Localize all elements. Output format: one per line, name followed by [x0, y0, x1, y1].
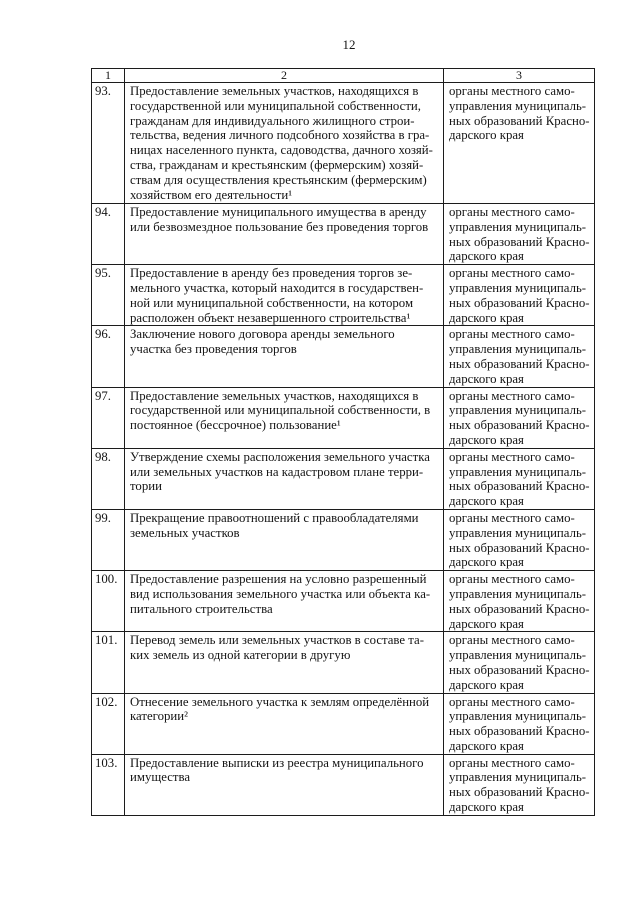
authority-line: органы местного само-: [449, 694, 575, 709]
service-name-line: питального строительства: [130, 601, 273, 616]
table-row: [92, 204, 595, 265]
authority-cell: [444, 448, 595, 509]
authority-line: органы местного само-: [449, 755, 575, 770]
authority-line: органы местного само-: [449, 266, 575, 281]
authority-line: ных образований Красно-: [449, 234, 590, 249]
service-name-line: Предоставление разрешения на условно разрешенный: [130, 572, 427, 587]
service-name-cell: [125, 693, 444, 754]
authority-line: ных образований Красно-: [449, 295, 590, 310]
service-name-cell: [125, 83, 444, 204]
authority-cell: [444, 387, 595, 448]
service-name-line: ствам для осуществления крестьянским (фермерским): [130, 172, 427, 187]
service-name-cell: [125, 571, 444, 632]
table-row: [92, 754, 595, 815]
authority-line: дарского края: [449, 249, 524, 264]
authority-line: управления муниципаль-: [449, 98, 587, 113]
service-name-line: Предоставление выписки из реестра муниципального: [130, 755, 424, 770]
authority-line: органы местного само-: [449, 572, 575, 587]
authority-cell: [444, 83, 595, 204]
authority-cell: [444, 632, 595, 693]
authority-line: ных образований Красно-: [449, 601, 590, 616]
authority-line: дарского края: [449, 371, 524, 386]
service-name-line: мельного участка, который находится в государствен-: [130, 280, 424, 295]
service-name-line: ницах населенного пункта, садоводства, дачного хозяй-: [130, 143, 433, 158]
authority-line: дарского края: [449, 432, 524, 447]
service-name-line: участка без проведения торгов: [130, 342, 297, 357]
service-name-line: имущества: [130, 770, 191, 785]
item-number: 102.: [92, 693, 125, 754]
authority-line: управления муниципаль-: [449, 525, 587, 540]
authority-cell: [444, 754, 595, 815]
authority-line: ных образований Красно-: [449, 113, 590, 128]
authority-line: органы местного само-: [449, 510, 575, 525]
service-name-cell: [125, 204, 444, 265]
service-name-cell: [125, 754, 444, 815]
authority-cell: [444, 326, 595, 387]
item-number: 98.: [92, 448, 125, 509]
authority-line: дарского края: [449, 494, 524, 509]
service-name-line: или земельных участков на кадастровом плане терри-: [130, 464, 424, 479]
authority-line: управления муниципаль-: [449, 280, 587, 295]
table-row: [92, 265, 595, 326]
table-row: [92, 326, 595, 387]
table-row: [92, 693, 595, 754]
authority-line: органы местного само-: [449, 633, 575, 648]
authority-cell: [444, 265, 595, 326]
service-name-line: Утверждение схемы расположения земельного участка: [130, 449, 430, 464]
authority-line: управления муниципаль-: [449, 219, 587, 234]
service-name-line: Предоставление земельных участков, находящихся в: [130, 84, 419, 98]
authority-line: управления муниципаль-: [449, 586, 587, 601]
column-header-number: 1: [92, 69, 125, 83]
services-table: [91, 68, 595, 816]
authority-line: дарского края: [449, 555, 524, 570]
column-header-service: 2: [125, 69, 444, 83]
authority-line: органы местного само-: [449, 327, 575, 342]
authority-line: дарского края: [449, 128, 524, 143]
table-row: [92, 632, 595, 693]
item-number: 97.: [92, 387, 125, 448]
item-number: 100.: [92, 571, 125, 632]
table-row: [92, 509, 595, 570]
authority-line: ных образований Красно-: [449, 540, 590, 555]
service-name-line: Перевод земель или земельных участков в составе та-: [130, 633, 424, 648]
service-name-cell: [125, 387, 444, 448]
authority-line: дарского края: [449, 738, 524, 753]
table-row: [92, 387, 595, 448]
item-number: 103.: [92, 754, 125, 815]
authority-line: ных образований Красно-: [449, 418, 590, 433]
authority-line: управления муниципаль-: [449, 709, 587, 724]
authority-line: управления муниципаль-: [449, 648, 587, 663]
authority-line: ных образований Красно-: [449, 479, 590, 494]
service-name-line: государственной или муниципальной собственности, в: [130, 403, 431, 418]
item-number: 96.: [92, 326, 125, 387]
authority-line: дарского края: [449, 677, 524, 692]
service-name-line: тельства, ведения личного подсобного хозяйства в гра-: [130, 128, 430, 143]
authority-line: ных образований Красно-: [449, 356, 590, 371]
authority-line: ных образований Красно-: [449, 662, 590, 677]
authority-line: ных образований Красно-: [449, 724, 590, 739]
service-name-line: земельных участков: [130, 525, 240, 540]
item-number: 93.: [92, 83, 125, 204]
service-name-cell: [125, 509, 444, 570]
item-number: 95.: [92, 265, 125, 326]
table-row: [92, 571, 595, 632]
authority-line: дарского края: [449, 310, 524, 325]
page-number: 12: [342, 37, 356, 52]
service-name-line: государственной или муниципальной собственности,: [130, 98, 421, 113]
authority-line: органы местного само-: [449, 388, 575, 403]
authority-line: органы местного само-: [449, 205, 575, 219]
authority-cell: [444, 204, 595, 265]
authority-cell: [444, 509, 595, 570]
service-name-line: Предоставление муниципального имущества в аренду: [130, 205, 427, 219]
authority-line: дарского края: [449, 800, 524, 815]
service-name-line: гражданам для индивидуального жилищного строи-: [130, 113, 415, 128]
table-header-row: [92, 69, 595, 83]
table-row: [92, 83, 595, 204]
service-name-line: расположен объект незавершенного строительства¹: [130, 310, 411, 325]
table-row: [92, 448, 595, 509]
service-name-line: или безвозмездное пользование без проведения торгов: [130, 219, 429, 234]
item-number: 94.: [92, 204, 125, 265]
service-name-line: ства, гражданам и крестьянским (фермерским) хозяй-: [130, 157, 424, 172]
service-name-cell: [125, 632, 444, 693]
service-name-line: Прекращение правоотношений с правообладателями: [130, 510, 419, 525]
service-name-line: хозяйством его деятельности¹: [130, 187, 293, 202]
authority-line: дарского края: [449, 616, 524, 631]
service-name-cell: [125, 448, 444, 509]
service-name-line: ких земель из одной категории в другую: [130, 648, 351, 663]
service-name-line: Отнесение земельного участка к землям определённой: [130, 694, 430, 709]
item-number: 101.: [92, 632, 125, 693]
service-name-line: Предоставление в аренду без проведения торгов зе-: [130, 266, 413, 281]
item-number: 99.: [92, 509, 125, 570]
column-header-authority: 3: [444, 69, 595, 83]
authority-line: органы местного само-: [449, 84, 575, 98]
authority-line: управления муниципаль-: [449, 770, 587, 785]
authority-line: органы местного само-: [449, 449, 575, 464]
authority-line: управления муниципаль-: [449, 464, 587, 479]
authority-line: управления муниципаль-: [449, 342, 587, 357]
authority-line: ных образований Красно-: [449, 785, 590, 800]
service-name-cell: [125, 326, 444, 387]
service-name-line: Заключение нового договора аренды земельного: [130, 327, 395, 342]
service-name-line: вид использования земельного участка или объекта ка-: [130, 586, 431, 601]
service-name-line: категории²: [130, 709, 188, 724]
service-name-line: постоянное (бессрочное) пользование¹: [130, 418, 341, 433]
authority-line: управления муниципаль-: [449, 403, 587, 418]
service-name-line: Предоставление земельных участков, находящихся в: [130, 388, 419, 403]
service-name-line: тории: [130, 479, 162, 494]
authority-cell: [444, 693, 595, 754]
service-name-cell: [125, 265, 444, 326]
service-name-line: ной или муниципальной собственности, на котором: [130, 295, 414, 310]
authority-cell: [444, 571, 595, 632]
